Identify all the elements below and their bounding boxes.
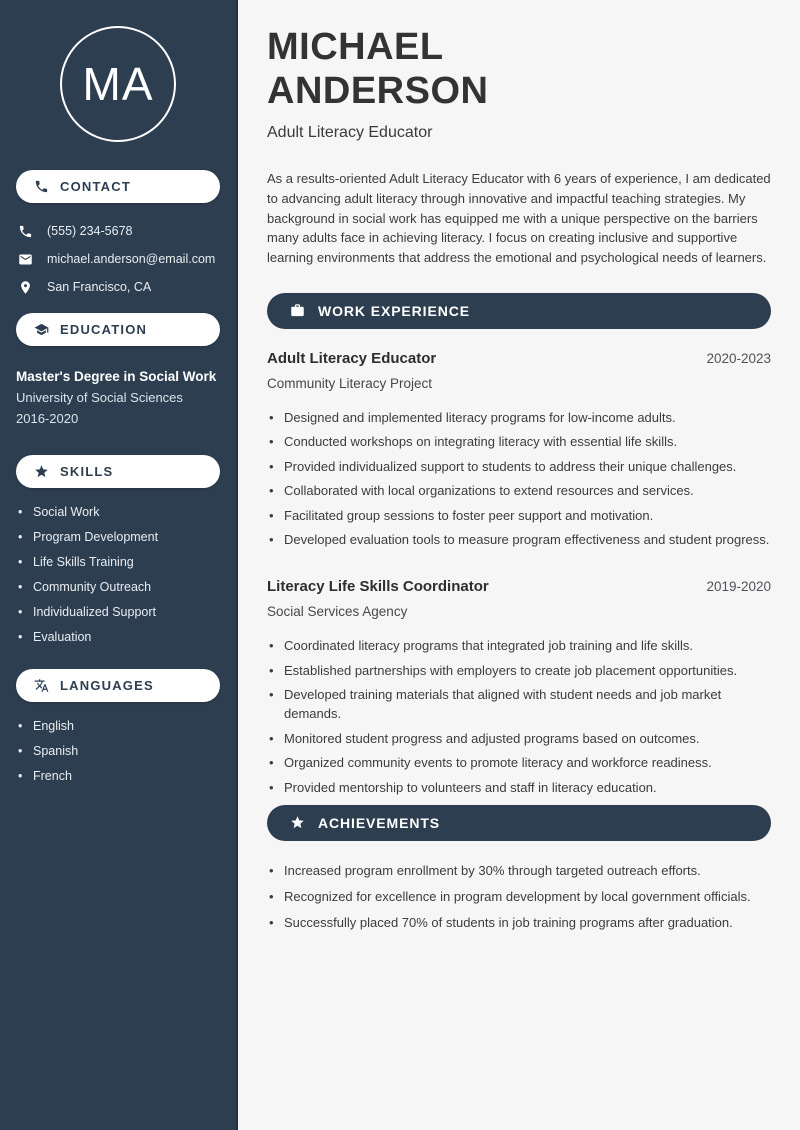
job-entry (267, 349, 771, 550)
skills-section-title: SKILLS (60, 464, 114, 479)
translate-icon (34, 678, 49, 693)
skills-list (18, 505, 220, 646)
job-header (267, 577, 771, 596)
contact-email-value: michael.anderson@email.com (47, 252, 216, 266)
bullet-item: • Developed training materials that aligned with student needs and job market demands. (267, 685, 771, 723)
bullet-item: • Monitored student progress and adjusted programs based on outcomes. (267, 729, 771, 748)
bullet-item: • Collaborated with local organizations to extend resources and services. (267, 481, 771, 500)
education-degree: Master's Degree in Social Work (16, 369, 217, 384)
contact-section-title: CONTACT (60, 179, 131, 194)
main-content (240, 0, 800, 1130)
bullet-item: • Provided individualized support to students to address their unique challenges. (267, 457, 771, 476)
skill-item: • Social Work (18, 505, 220, 521)
job-entry (267, 577, 771, 797)
person-name-line2: ANDERSON (267, 70, 489, 112)
languages-section-title: LANGUAGES (60, 677, 154, 693)
language-item: • Spanish (18, 744, 220, 760)
briefcase-icon (290, 303, 305, 318)
bullet-item: • Coordinated literacy programs that integrated job training and life skills. (267, 636, 771, 655)
avatar (60, 26, 176, 142)
contact-section-header (16, 170, 220, 203)
job-title: Adult Literacy Educator (267, 349, 437, 367)
bullet-item: • Conducted workshops on integrating literacy with essential life skills. (267, 432, 771, 451)
contact-phone-value: (555) 234-5678 (47, 224, 133, 238)
job-header (267, 349, 771, 368)
star-icon (290, 815, 305, 830)
job-company: Community Literacy Project (267, 375, 433, 391)
skill-item: • Individualized Support (18, 605, 220, 621)
language-item: • French (18, 769, 220, 785)
contact-item-email (18, 252, 220, 267)
education-section-header (16, 313, 220, 346)
contact-item-location (18, 280, 220, 295)
job-dates: 2020-2023 (706, 350, 771, 366)
job-bullet-list (267, 408, 771, 550)
contact-item-phone (18, 224, 220, 239)
contact-location-value: San Francisco, CA (47, 280, 152, 294)
education-years: 2016-2020 (16, 411, 79, 426)
avatar-initials: MA (82, 58, 154, 110)
bullet-item: • Successfully placed 70% of students in job training programs after graduation. (267, 913, 771, 932)
person-name-line1: MICHAEL (267, 26, 444, 68)
job-company: Social Services Agency (267, 604, 408, 620)
bullet-item: • Designed and implemented literacy programs for low-income adults. (267, 408, 771, 427)
sidebar (0, 0, 238, 1130)
skill-item: • Life Skills Training (18, 555, 220, 571)
bullet-item: • Organized community events to promote literacy and workforce readiness. (267, 753, 771, 772)
person-name (267, 25, 771, 113)
person-job-title: Adult Literacy Educator (267, 124, 433, 141)
job-dates: 2019-2020 (706, 579, 771, 595)
skill-item: • Community Outreach (18, 580, 220, 596)
skills-section-header (16, 455, 220, 488)
phone-icon (34, 179, 49, 194)
achievements-section-header (267, 805, 771, 841)
skill-item: • Program Development (18, 530, 220, 546)
achievements-bullet-list (267, 861, 771, 932)
job-bullet-list (267, 636, 771, 797)
contact-list (18, 224, 220, 295)
skill-item: • Evaluation (18, 630, 220, 646)
bullet-item: • Recognized for excellence in program development by local government officials. (267, 887, 771, 906)
bullet-item: • Increased program enrollment by 30% through targeted outreach efforts. (267, 861, 771, 880)
education-entry (16, 366, 220, 429)
phone-icon (18, 224, 33, 239)
star-icon (34, 464, 49, 479)
education-section-title: EDUCATION (60, 322, 148, 337)
achievements-section-title: ACHIEVEMENTS (318, 814, 441, 831)
work-experience-section-header (267, 293, 771, 329)
education-school: University of Social Sciences (16, 390, 183, 405)
language-item: • English (18, 719, 220, 735)
languages-section-header (16, 669, 220, 702)
work-experience-section-title: WORK EXPERIENCE (318, 302, 470, 319)
bullet-item: • Developed evaluation tools to measure program effectiveness and student progress. (267, 530, 771, 549)
mail-icon (18, 252, 33, 267)
summary-text: As a results-oriented Adult Literacy Educator with 6 years of experience, I am dedicated to advancing adult literacy through innovative and impactful teaching strategies. My background in social work has equipped me with a unique perspective on the barriers many adults face in achieving literacy. I focus on creating inclusive and supportive learning environments that address the emotional and psychological needs of learners. (267, 171, 771, 266)
bullet-item: • Provided mentorship to volunteers and staff in literacy education. (267, 778, 771, 797)
location-pin-icon (18, 280, 33, 295)
graduation-cap-icon (34, 322, 49, 337)
languages-list (18, 719, 220, 785)
bullet-item: • Established partnerships with employers to create job placement opportunities. (267, 661, 771, 680)
job-title: Literacy Life Skills Coordinator (267, 578, 489, 596)
bullet-item: • Facilitated group sessions to foster peer support and motivation. (267, 506, 771, 525)
